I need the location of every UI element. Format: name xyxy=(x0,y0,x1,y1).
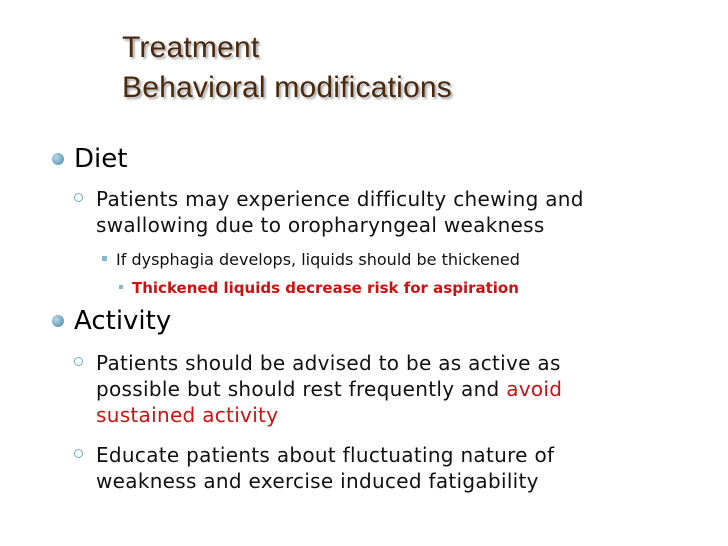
title-line-2: Behavioral modifications xyxy=(122,71,452,104)
diet-heading xyxy=(74,144,127,174)
activity-heading xyxy=(74,306,171,336)
round-bullet-icon xyxy=(52,153,64,165)
activity-sub-item-2-line-1: Educate patients about fluctuating nature of xyxy=(96,443,555,467)
diet-subpoint xyxy=(132,279,519,297)
diet-heading-text: Diet xyxy=(74,144,128,174)
diet-sub-item-1 xyxy=(96,186,584,238)
round-bullet-icon xyxy=(52,315,64,327)
activity-sub-item-1-line-1: Patients should be advised to be as active as xyxy=(96,351,561,375)
square-bullet-icon xyxy=(119,285,123,289)
square-bullet-icon xyxy=(102,256,107,261)
diet-subpoint-text: Thickened liquids decrease risk for aspiration xyxy=(132,279,519,297)
activity-sub-item-1 xyxy=(96,350,562,428)
diet-point xyxy=(116,250,520,269)
activity-sub-item-1-line-2 xyxy=(96,376,562,402)
title-line-1: Treatment xyxy=(122,31,260,64)
activity-sub-item-1-line-2-text: possible but should rest frequently and xyxy=(96,377,507,401)
diet-sub-item-1-line-1: Patients may experience difficulty chewing and xyxy=(96,187,584,211)
avoid-emphasis: avoid xyxy=(506,377,563,401)
activity-sub-item-2-line-2: weakness and exercise induced fatigability xyxy=(96,469,539,493)
ring-bullet-icon xyxy=(74,357,83,366)
activity-sub-item-2 xyxy=(96,442,554,494)
activity-heading-text: Activity xyxy=(74,306,172,336)
ring-bullet-icon xyxy=(74,449,83,458)
slide-title xyxy=(122,28,452,108)
diet-point-text: If dysphagia develops, liquids should be thickened xyxy=(116,250,520,269)
ring-bullet-icon xyxy=(74,193,83,202)
activity-sub-item-1-line-3: sustained activity xyxy=(96,403,279,427)
diet-sub-item-1-line-2: swallowing due to oropharyngeal weakness xyxy=(96,213,545,237)
